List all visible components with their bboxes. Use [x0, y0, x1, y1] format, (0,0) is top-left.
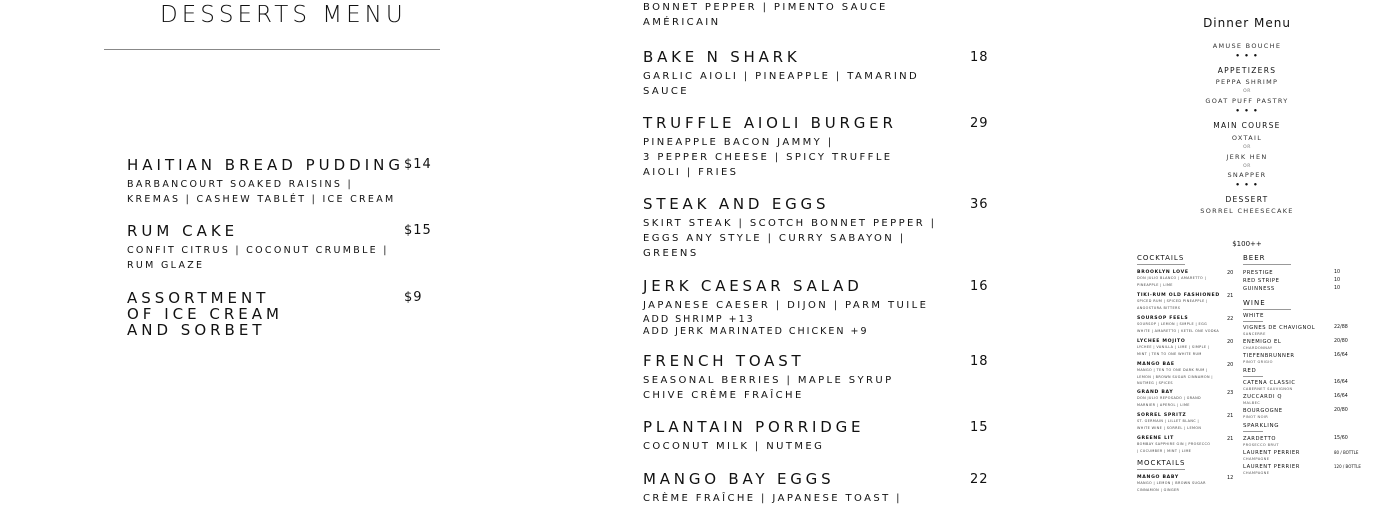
description-line: DON JULIO REPOSADO | GRAND	[1137, 396, 1202, 400]
description-line: BOMBAY SAPPHIRE GIN | PROSECCO	[1137, 442, 1211, 446]
cocktail-description	[1137, 395, 1201, 408]
cocktail-description	[1137, 418, 1201, 431]
wine-varietal: PROSECCO BRUT	[1243, 443, 1280, 447]
description-line: AIOLI | FRIES	[643, 167, 739, 178]
menu-item-description	[643, 216, 943, 261]
dessert-name: HAITIAN BREAD PUDDING	[127, 156, 404, 174]
menu-item-name: PLANTAIN PORRIDGE	[643, 418, 865, 436]
wine-name: LAURENT PERRIER	[1243, 464, 1300, 470]
description-line: SOURSOP | LEMON | SIMPLE | EGG	[1137, 322, 1208, 326]
course-option: SNAPPER	[1227, 171, 1267, 179]
section-divider	[1137, 264, 1185, 265]
beer-price: 10	[1334, 286, 1341, 291]
cocktail-description	[1137, 298, 1208, 311]
wine-name: BOURGOGNE	[1243, 408, 1283, 414]
mocktail-name: MANGO BABY	[1137, 475, 1179, 480]
description-line: WHITE WINE | SORREL | LEMON	[1137, 425, 1202, 430]
wine-name: LAURENT PERRIER	[1243, 450, 1300, 456]
beer-heading: BEER	[1243, 254, 1266, 262]
wine-name: CATENA CLASSIC	[1243, 380, 1296, 386]
wine-varietal: SANCERRE	[1243, 332, 1266, 336]
dinner-menu-title: Dinner Menu	[1203, 16, 1291, 30]
description-line: RUM GLAZE	[127, 260, 205, 271]
wine-price: 22/88	[1334, 325, 1348, 330]
description-line: LYCHEE | VANILLA | LIME | SIMPLE |	[1137, 345, 1210, 349]
or-label: OR	[1243, 164, 1251, 169]
course-separator: • • •	[1235, 181, 1259, 189]
wine-price: 15/60	[1334, 436, 1348, 441]
menu-item-description	[643, 439, 943, 454]
menu-item-price: 16	[970, 279, 989, 294]
description-line: SAUCE	[643, 86, 689, 97]
menu-item-description	[643, 69, 943, 99]
wine-price: 16/64	[1334, 380, 1348, 385]
mocktails-heading: MOCKTAILS	[1137, 459, 1186, 467]
section-divider	[1243, 264, 1291, 265]
wine-name: ENEMIGO EL	[1243, 339, 1282, 345]
beer-price: 10	[1334, 270, 1341, 275]
cocktail-name: GREENE LIT	[1137, 436, 1174, 441]
desserts-title: DESSERTS MENU	[160, 2, 407, 28]
description-line: EGGS ANY STYLE | CURRY SABAYON |	[643, 233, 906, 244]
description-line: PINEAPPLE BACON JAMMY |	[643, 137, 834, 148]
menu-item	[643, 470, 943, 506]
menu-item-name: FRENCH TOAST	[643, 352, 805, 370]
beer-name: GUINNESS	[1243, 286, 1275, 292]
course-heading: DESSERT	[1225, 195, 1269, 204]
section-divider	[1243, 321, 1263, 322]
section-divider	[1243, 309, 1291, 310]
wine-varietal: CHARDONNAY	[1243, 346, 1273, 350]
dessert-name: RUM CAKE	[127, 222, 239, 240]
or-label: OR	[1243, 145, 1251, 150]
dessert-description	[127, 177, 427, 207]
course-heading: MAIN COURSE	[1213, 121, 1281, 130]
section-divider	[1243, 431, 1263, 432]
course-separator: • • •	[1235, 107, 1259, 115]
cocktail-description	[1137, 367, 1213, 387]
add-on-option: ADD JERK MARINATED CHICKEN +9	[643, 326, 869, 337]
wine-varietal: CHAMPAGNE	[1243, 471, 1270, 475]
description-line: GREENS	[643, 248, 699, 259]
description-line: | CUCUMBER | MINT | LIME	[1137, 448, 1192, 453]
description-line: ST. GERMAIN | LILLET BLANC |	[1137, 419, 1200, 423]
mocktail-price: 12	[1227, 475, 1234, 481]
menu-item	[643, 195, 943, 261]
dessert-price: $14	[404, 157, 432, 172]
dessert-description	[127, 243, 427, 273]
menu-item	[643, 352, 943, 403]
cocktails-heading: COCKTAILS	[1137, 254, 1185, 262]
wine-varietal: PINOT GRIGIO	[1243, 360, 1273, 364]
description-line: SPICED RUM | SPICED PINEAPPLE |	[1137, 299, 1208, 303]
menu-item	[643, 418, 943, 454]
add-on-option: ADD SHRIMP +13	[643, 314, 755, 325]
description-line: DON JULIO BLANCO | AMARETTO |	[1137, 276, 1207, 280]
continued-description	[643, 0, 888, 30]
description-line: MARNIER | APEROL | LIME	[1137, 402, 1190, 407]
cocktail-description	[1137, 344, 1209, 357]
menu-item	[643, 277, 943, 338]
cocktail-description	[1137, 441, 1210, 454]
description-line: CINNAMON | GINGER	[1137, 487, 1180, 492]
menu-item-name: BAKE N SHARK	[643, 48, 801, 66]
description-line: GARLIC AIOLI | PINEAPPLE | TAMARIND	[643, 71, 920, 82]
description-line: KREMAS | CASHEW TABLÉT | ICE CREAM	[127, 194, 396, 205]
mocktail-description	[1137, 480, 1206, 493]
menu-item-name: JERK CAESAR SALAD	[643, 277, 863, 295]
dinner-price: $100++	[1232, 240, 1262, 248]
wine-varietal: MALBEC	[1243, 401, 1261, 405]
cocktail-name: LYCHEE MOJITO	[1137, 339, 1186, 344]
description-line: BARBANCOURT SOAKED RAISINS |	[127, 179, 354, 190]
course-option: GOAT PUFF PASTRY	[1205, 97, 1289, 105]
description-line: LEMON | BROWN SUGAR CINNAMON |	[1137, 374, 1213, 379]
dessert-name: OF ICE CREAM	[127, 305, 283, 323]
wine-varietal: CABERNET SAUVIGNON	[1243, 387, 1293, 391]
cocktail-price: 20	[1227, 362, 1234, 368]
cocktail-name: GRAND BAY	[1137, 390, 1174, 395]
wine-price: 80 / BOTTLE	[1334, 450, 1359, 455]
wine-heading: WINE	[1243, 299, 1266, 307]
cocktail-name: SOURSOP FEELS	[1137, 316, 1189, 321]
dessert-name: AND SORBET	[127, 321, 266, 339]
menu-item-name: STEAK AND EGGS	[643, 195, 830, 213]
course-option: SORREL CHEESECAKE	[1200, 207, 1294, 215]
course-option: OXTAIL	[1231, 134, 1263, 142]
dessert-name: ASSORTMENT	[127, 289, 270, 307]
dessert-item	[127, 223, 427, 273]
wine-varietal: PINOT NOIR	[1243, 415, 1269, 419]
wine-name: ZUCCARDI Q	[1243, 394, 1283, 400]
description-line: WHITE | AMARETTO | KETEL ONE VODKA	[1137, 328, 1220, 333]
beer-price: 10	[1334, 278, 1341, 283]
cocktail-price: 21	[1227, 293, 1234, 299]
cocktail-price: 21	[1227, 436, 1234, 442]
cocktail-description	[1137, 275, 1206, 288]
description-line: 3 PEPPER CHEESE | SPICY TRUFFLE	[643, 152, 893, 163]
description-line: CONFIT CITRUS | COCONUT CRUMBLE |	[127, 245, 389, 256]
cocktail-description	[1137, 321, 1219, 334]
wine-name: TIEFENBRUNNER	[1243, 353, 1295, 359]
wine-name: VIGNES DE CHAVIGNOL	[1243, 325, 1316, 331]
menu-item-price: 15	[970, 420, 989, 435]
dessert-price: $15	[404, 223, 432, 238]
description-line: JAPANESE CAESER | DIJON | PARM TUILE	[643, 300, 929, 311]
cocktail-price: 21	[1227, 413, 1234, 419]
beer-name: PRESTIGE	[1243, 270, 1274, 276]
description-line: AMÉRICAIN	[643, 17, 721, 28]
description-line: MINT | TEN TO ONE WHITE RUM	[1137, 351, 1202, 356]
wine-varietal: CHAMPAGNE	[1243, 457, 1270, 461]
cocktail-name: BROOKLYN LOVE	[1137, 270, 1189, 275]
dessert-item	[127, 290, 427, 338]
description-line: CHIVE CRÈME FRAÎCHE	[643, 390, 804, 401]
menu-item-price: 18	[970, 50, 989, 65]
cocktail-price: 20	[1227, 339, 1234, 345]
dessert-price: $9	[404, 290, 423, 305]
description-line: MANGO | LEMON | BROWN SUGAR	[1137, 481, 1206, 485]
description-line: PINEAPPLE | LIME	[1137, 282, 1173, 287]
wine-price: 20/80	[1334, 408, 1348, 413]
course-option: JERK HEN	[1226, 153, 1268, 161]
cocktail-name: TIKI-RUM OLD FASHIONED	[1137, 293, 1220, 298]
course-heading: APPETIZERS	[1217, 66, 1277, 75]
menu-item	[643, 114, 943, 180]
wine-price: 16/64	[1334, 353, 1348, 358]
menu-item-description	[643, 135, 943, 180]
white-wine-heading: WHITE	[1243, 313, 1265, 319]
menu-item-description	[643, 491, 943, 506]
description-line: COCONUT MILK | NUTMEG	[643, 441, 825, 452]
description-line: BONNET PEPPER | PIMENTO SAUCE	[643, 2, 888, 13]
menu-item	[643, 48, 943, 99]
menu-item-description	[643, 298, 943, 313]
description-line: ANGOSTURA BITTERS	[1137, 305, 1181, 310]
cocktail-name: SORREL SPRITZ	[1137, 413, 1187, 418]
cocktail-name: MANGO BAE	[1137, 362, 1175, 367]
wine-name: ZARDETTO	[1243, 436, 1277, 442]
course-amuse-bouche: AMUSE BOUCHE	[1212, 42, 1282, 50]
description-line: CRÈME FRAÎCHE | JAPANESE TOAST |	[643, 493, 902, 504]
menu-item-price: 22	[970, 472, 989, 487]
description-line: NUTMEG | SPICES	[1137, 381, 1173, 385]
wine-price: 16/64	[1334, 394, 1348, 399]
menu-item-name: TRUFFLE AIOLI BURGER	[643, 114, 897, 132]
course-separator: • • •	[1235, 52, 1259, 60]
menu-item-name: MANGO BAY EGGS	[643, 470, 835, 488]
menu-item-description	[643, 373, 943, 403]
menu-item-price: 29	[970, 116, 989, 131]
section-divider	[1137, 469, 1185, 470]
course-option: PEPPA SHRIMP	[1215, 78, 1279, 86]
red-wine-heading: RED	[1243, 368, 1257, 374]
dessert-item	[127, 157, 427, 207]
description-line: MANGO | TEN TO ONE DARK RUM |	[1137, 368, 1208, 372]
description-line: SEASONAL BERRIES | MAPLE SYRUP	[643, 375, 894, 386]
title-divider	[104, 49, 440, 50]
or-label: OR	[1243, 89, 1251, 94]
cocktail-price: 22	[1227, 316, 1234, 322]
wine-price: 120 / BOTTLE	[1334, 464, 1361, 469]
cocktail-price: 23	[1227, 390, 1234, 396]
description-line: SKIRT STEAK | SCOTCH BONNET PEPPER |	[643, 218, 937, 229]
section-divider	[1243, 376, 1263, 377]
beer-name: RED STRIPE	[1243, 278, 1280, 284]
menu-item-price: 36	[970, 197, 989, 212]
wine-price: 20/80	[1334, 339, 1348, 344]
menu-item-price: 18	[970, 354, 989, 369]
cocktail-price: 20	[1227, 270, 1234, 276]
sparkling-wine-heading: SPARKLING	[1243, 423, 1280, 429]
